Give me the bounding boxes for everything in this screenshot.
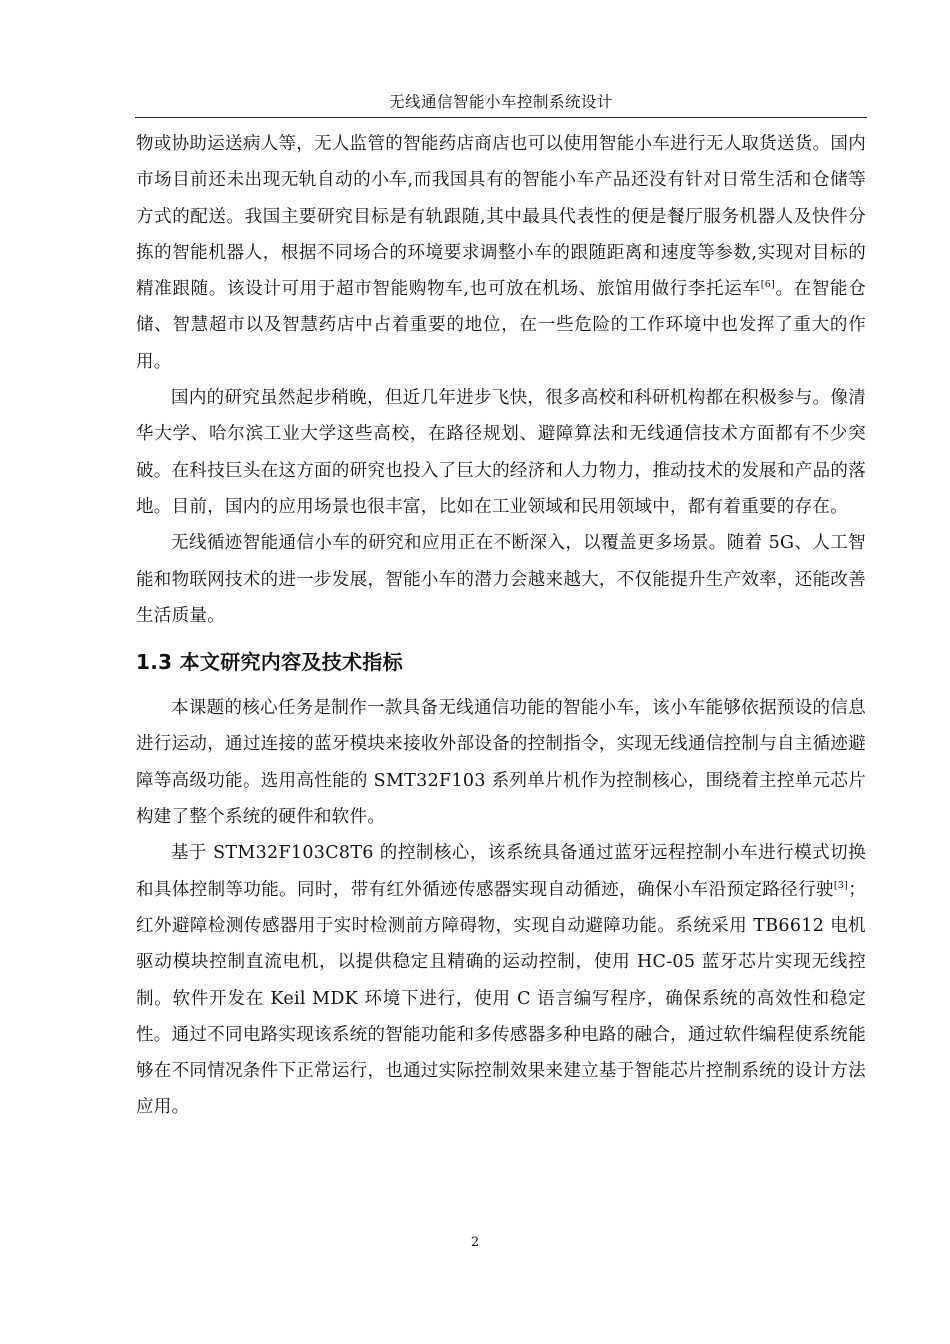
paragraph-continued <box>136 126 866 380</box>
section-heading: 1.3 本文研究内容及技术指标 <box>136 650 403 675</box>
paragraph-text: ；红外避障检测传感器用于实时检测前方障碍物，实现自动避障功能。系统采用 TB6612 电机驱动模块控制直流电机，以提供稳定且精确的运动控制，使用 HC-05 蓝牙芯片实现无线控制。软件开发在 Keil MDK 环境下进行，使用 C 语言编写程序，确保系统的高效性和稳定性。通过不同电路实现该系统的智能功能和多传感器多种电路的融合，通过软件编程使系统能够在不同情况条件下正常运行，也通过实际控制效果来建立基于智能芯片控制系统的设计方法应用。 <box>136 879 866 1118</box>
paragraph-system-design <box>136 835 866 1125</box>
page-body <box>136 126 866 1126</box>
paragraph-domestic-research: 国内的研究虽然起步稍晚，但近几年进步飞快，很多高校和科研机构都在积极参与。像清华大学、哈尔滨工业大学这些高校，在路径规划、避障算法和无线通信技术方面都有不少突破。在科技巨头在这方面的研究也投入了巨大的经济和人力物力，推动技术的发展和产品的落地。目前，国内的应用场景也很丰富，比如在工业领域和民用领域中，都有着重要的存在。 <box>136 388 866 517</box>
citation-marker: [3] <box>833 879 849 891</box>
citation-marker: [6] <box>760 279 776 291</box>
paragraph-text: 基于 STM32F103C8T6 的控制核心，该系统具备通过蓝牙远程控制小车进行模式切换和具体控制等功能。同时，带有红外循迹传感器实现自动循迹，确保小车沿预定路径行驶 <box>136 843 866 900</box>
paragraph-core-task: 本课题的核心任务是制作一款具备无线通信功能的智能小车，该小车能够依据预设的信息进行运动，通过连接的蓝牙模块来接收外部设备的控制指令，实现无线通信控制与自主循迹避障等高级功能。选用高性能的 SMT32F103 系列单片机作为控制核心，围绕着主控单元芯片构建了整个系统的硬件和软件。 <box>136 698 866 828</box>
page-number: 2 <box>470 1235 480 1250</box>
paragraph-text: 。在智能仓储、智慧超市以及智慧药店中占着重要的地位，在一些危险的工作环境中也发挥了重大的作用。 <box>136 279 867 372</box>
paragraph-outlook: 无线循迹智能通信小车的研究和应用正在不断深入，以覆盖更多场景。随着 5G、人工智能和物联网技术的进一步发展，智能小车的潜力会越来越大，不仅能提升生产效率，还能改善生活质量。 <box>136 533 866 626</box>
paragraph-text: 物或协助运送病人等，无人监管的智能药店商店也可以使用智能小车进行无人取货送货。国内市场目前还未出现无轨自动的小车,而我国具有的智能小车产品还没有针对日常生活和仓储等方式的配送。我国主要研究目标是有轨跟随,其中最具代表性的便是餐厅服务机器人及快件分拣的智能机器人，根据不同场合的环境要求调整小车的跟随距离和速度等参数,实现对目标的精准跟随。该设计可用于超市智能购物车,也可放在机场、旅馆用做行李托运车 <box>136 134 866 300</box>
running-header: 无线通信智能小车控制系统设计 <box>135 90 867 118</box>
